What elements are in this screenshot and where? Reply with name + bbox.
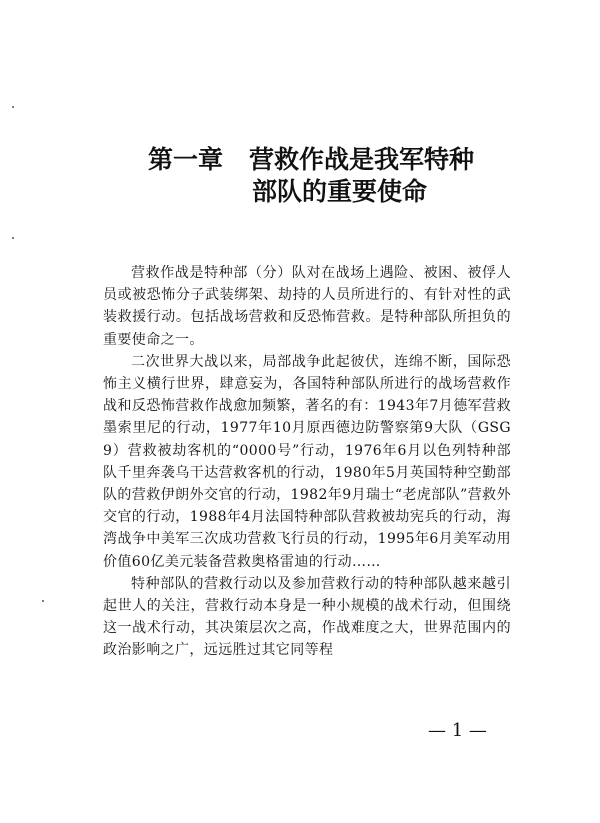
chapter-label: 第一章 [148, 145, 224, 174]
body-text [103, 262, 511, 662]
chapter-title-line-2: 部队的重要使命 [252, 177, 428, 206]
paragraph-1: 营救作战是特种部（分）队对在战场上遇险、被困、被俘人员或被恐怖分子武装绑架、劫持的人员所进行的、有针对性的武装救援行动。包括战场营救和反恐怖营救。是特种部队所担负的重要使命之一。 [103, 265, 511, 348]
scan-speck [42, 600, 44, 602]
paragraph-3: 特种部队的营救行动以及参加营救行动的特种部队越来越引起世人的关注，营救行动本身是一种小规模的战术行动，但围绕这一战术行动，其决策层次之高，作战难度之大，世界范围内的政治影响之广，远远胜过其它同等程 [103, 575, 511, 659]
scan-speck [12, 106, 14, 108]
chapter-title-line-1 [148, 144, 548, 176]
paragraph-2: 二次世界大战以来，局部战争此起彼伏，连绵不断，国际恐怖主义横行世界，肆意妄为，各国特种部队所进行的战场营救作战和反恐怖营救作战愈加频繁，著名的有：1943年7月德军营救墨索里尼的行动，1977年10月原西德边防警察第9大队（GSG9）营救被劫客机的“0000号”行动，1976年6月以色列特种部队千里奔袭乌干达营救客机的行动，1980年5月英国特种空勤部队的营救伊朗外交官的行动，1982年9月瑞士“老虎部队”营救外交官的行动，1988年4月法国特种部队营救被劫宪兵的行动，海湾战争中美军三次成功营救飞行员的行动，1995年6月美军动用价值60亿美元装备营救奥格雷迪的行动…… [103, 353, 511, 570]
scan-speck [12, 237, 14, 239]
chapter-title-text-1: 营救作战是我军特种 [249, 145, 475, 174]
page-number: — 1 — [428, 720, 487, 741]
chapter-title [148, 144, 548, 208]
